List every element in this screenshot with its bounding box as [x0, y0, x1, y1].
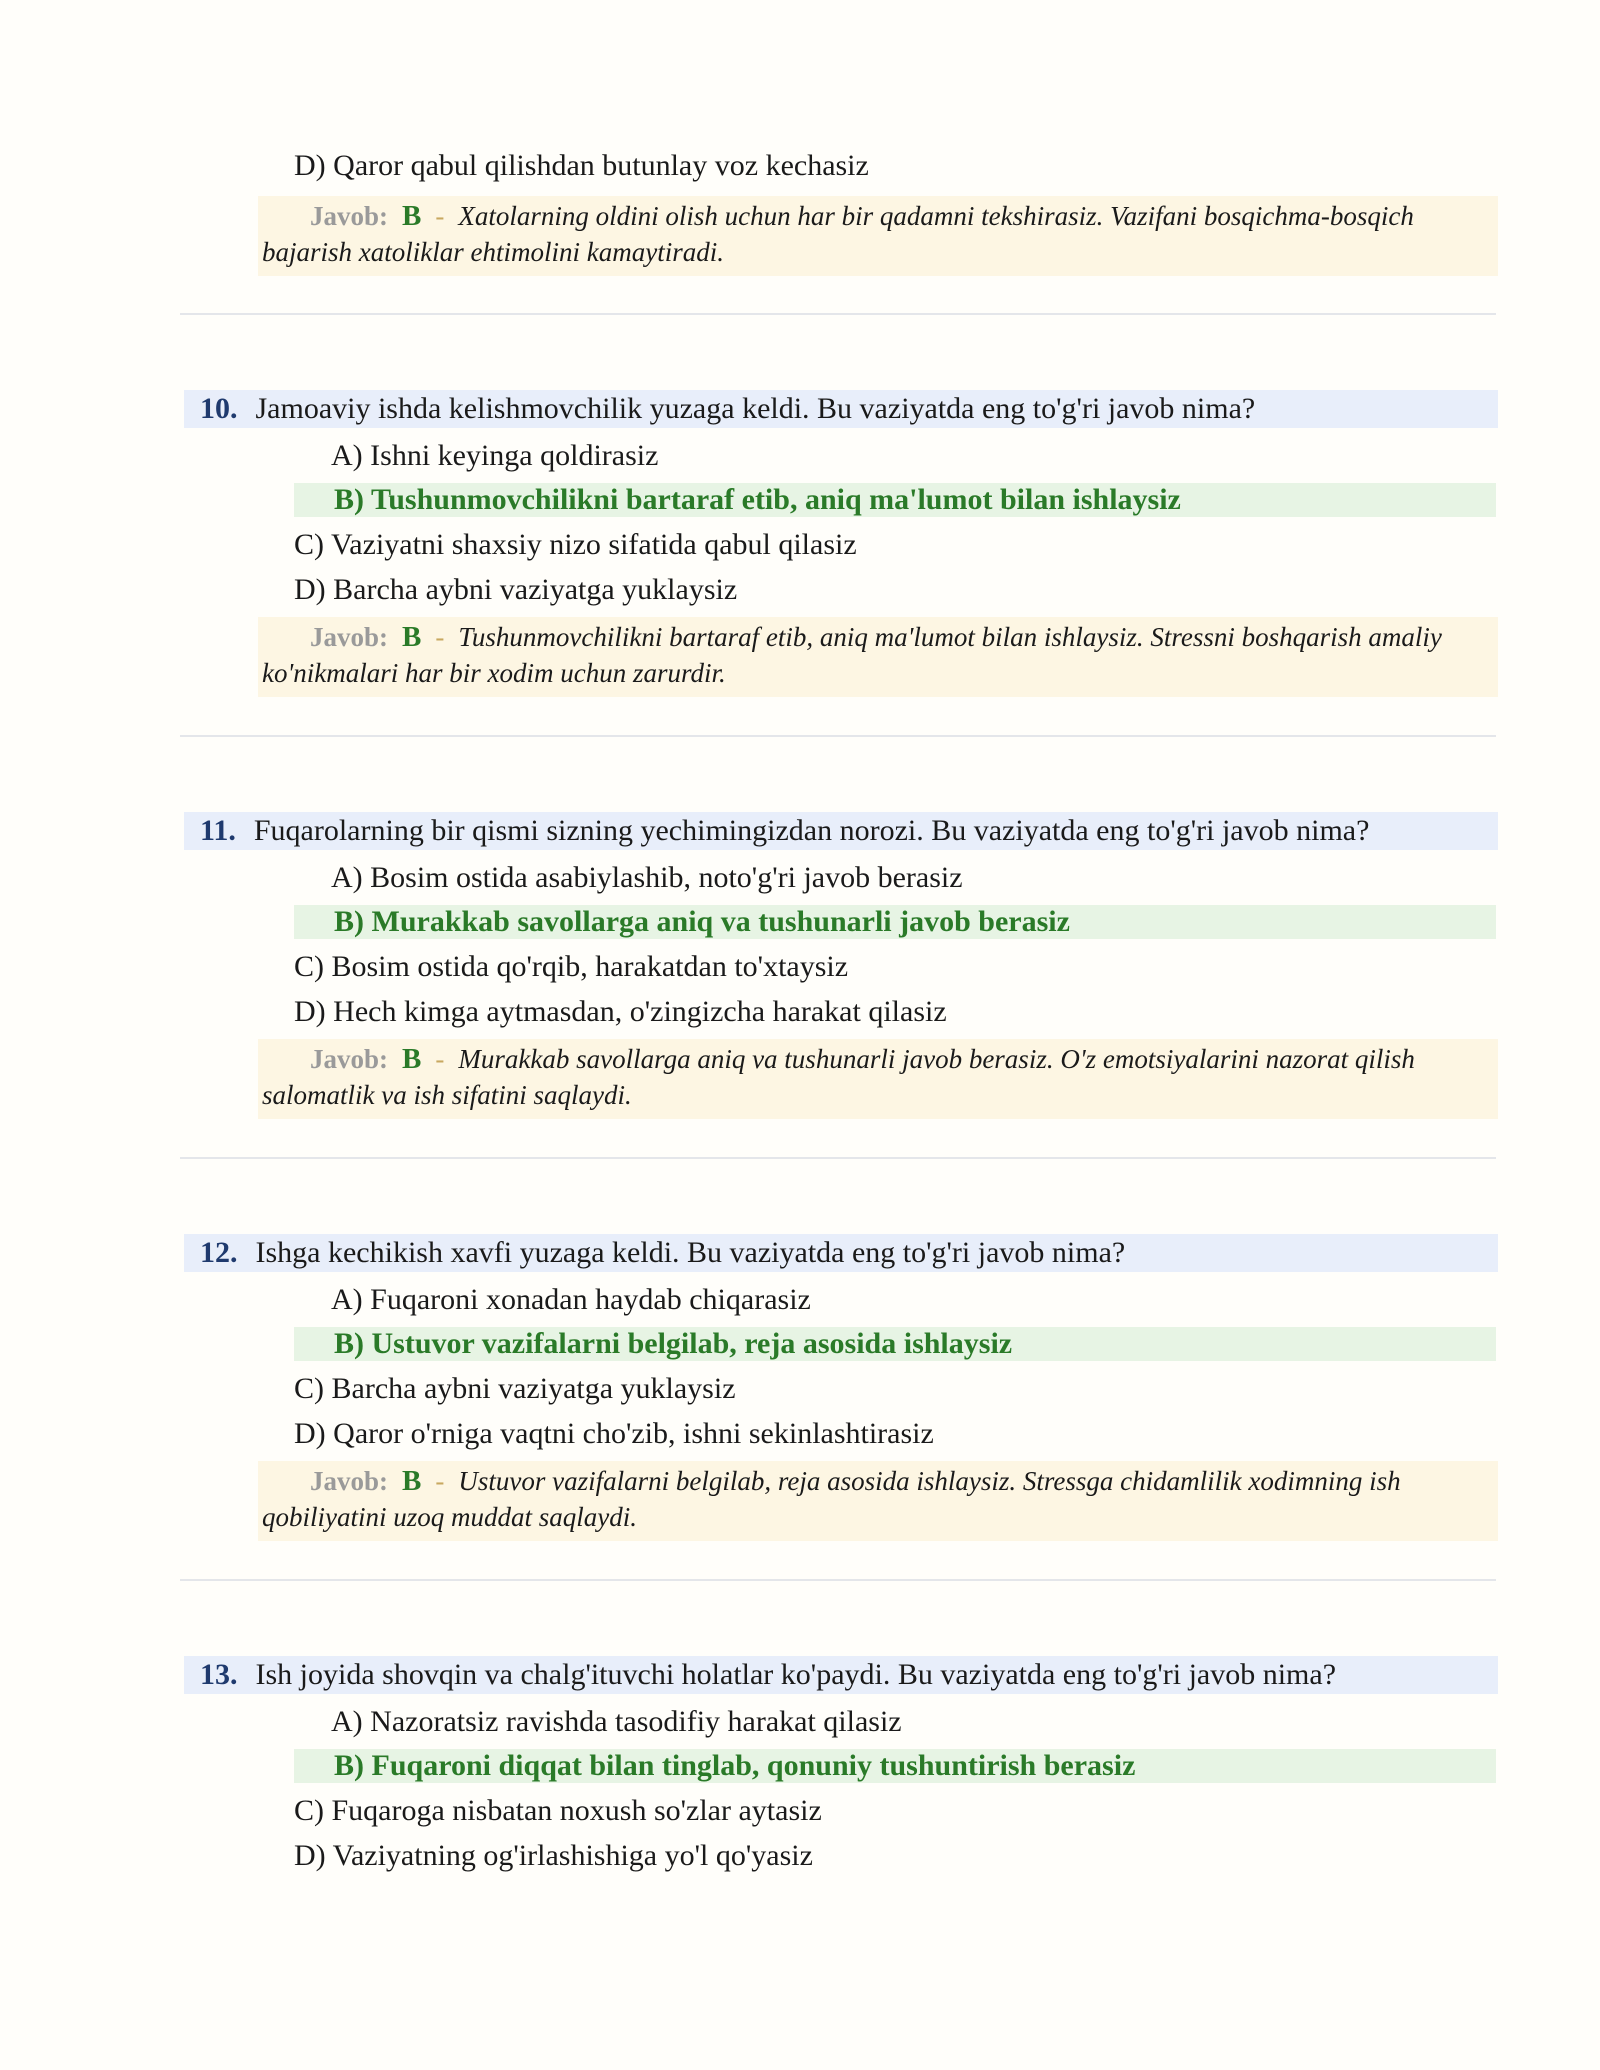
option-b-correct: B) Murakkab savollarga aniq va tushunarli javob berasiz [294, 905, 1496, 939]
question-number: 12. [200, 1236, 238, 1269]
answer-explanation: Tushunmovchilikni bartaraf etib, aniq ma'lumot bilan ishlaysiz. Stressni boshqarish amaliy ko'nikmalari har bir xodim uchun zarurdir. [262, 622, 1442, 688]
question-number: 11. [200, 814, 236, 847]
option-b-correct: B) Ustuvor vazifalarni belgilab, reja asosida ishlaysiz [294, 1327, 1496, 1361]
question-text: Ish joyida shovqin va chalg'ituvchi holatlar ko'paydi. Bu vaziyatda eng to'g'ri javob nima? [255, 1658, 1337, 1691]
option-d: D) Hech kimga aytmasdan, o'zingizcha harakat qilasiz [294, 995, 947, 1028]
answer-dash: - [435, 1044, 445, 1074]
question-text: Jamoaviy ishda kelishmovchilik yuzaga keldi. Bu vaziyatda eng to'g'ri javob nima? [255, 392, 1256, 425]
option-c: C) Vaziyatni shaxsiy nizo sifatida qabul qilasiz [294, 528, 857, 561]
question-12 [184, 1234, 1498, 1272]
option-a: A) Fuqaroni xonadan haydab chiqarasiz [331, 1283, 811, 1316]
answer-explanation: Murakkab savollarga aniq va tushunarli javob berasiz. O'z emotsiyalarini nazorat qilish salomatlik va ish sifatini saqlaydi. [262, 1044, 1415, 1110]
option-c: C) Barcha aybni vaziyatga yuklaysiz [294, 1372, 736, 1405]
answer-explanation: Ustuvor vazifalarni belgilab, reja asosida ishlaysiz. Stressga chidamlilik xodimning ish qobiliyatini uzoq muddat saqlaydi. [262, 1466, 1401, 1532]
option-a: A) Bosim ostida asabiylashib, noto'g'ri javob berasiz [331, 861, 963, 894]
answer-label: Javob: [310, 1466, 389, 1496]
answer-box [258, 617, 1498, 697]
question-number: 10. [200, 392, 238, 425]
answer-dash: - [435, 622, 445, 652]
option-b-correct: B) Fuqaroni diqqat bilan tinglab, qonuniy tushuntirish berasiz [294, 1749, 1496, 1783]
answer-value: B [402, 1043, 422, 1075]
answer-box [258, 196, 1498, 276]
answer-dash: - [435, 1466, 445, 1496]
question-10 [184, 390, 1498, 428]
answer-explanation: Xatolarning oldini olish uchun har bir qadamni tekshirasiz. Vazifani bosqichma-bosqich bajarish xatoliklar ehtimolini kamaytiradi. [262, 201, 1414, 267]
option-d: D) Vaziyatning og'irlashishiga yo'l qo'yasiz [294, 1839, 813, 1872]
answer-value: B [402, 200, 422, 232]
answer-box [258, 1039, 1498, 1119]
option-d: D) Qaror qabul qilishdan butunlay voz kechasiz [294, 149, 869, 182]
option-d: D) Qaror o'rniga vaqtni cho'zib, ishni sekinlashtirasiz [294, 1417, 934, 1450]
divider [180, 735, 1496, 737]
question-number: 13. [200, 1658, 238, 1691]
option-c: C) Fuqaroga nisbatan noxush so'zlar aytasiz [294, 1794, 822, 1827]
answer-dash: - [435, 201, 445, 231]
answer-value: B [402, 1465, 422, 1497]
question-text: Ishga kechikish xavfi yuzaga keldi. Bu vaziyatda eng to'g'ri javob nima? [255, 1236, 1126, 1269]
option-c: C) Bosim ostida qo'rqib, harakatdan to'xtaysiz [294, 950, 849, 983]
answer-label: Javob: [310, 201, 389, 231]
option-a: A) Ishni keyinga qoldirasiz [331, 439, 659, 472]
answer-label: Javob: [310, 1044, 389, 1074]
option-d: D) Barcha aybni vaziyatga yuklaysiz [294, 573, 738, 606]
question-text: Fuqarolarning bir qismi sizning yechimingizdan norozi. Bu vaziyatda eng to'g'ri javob nima? [253, 814, 1370, 847]
question-11 [184, 812, 1498, 850]
question-13 [184, 1656, 1498, 1694]
divider [180, 1157, 1496, 1159]
divider [180, 1579, 1496, 1581]
option-a: A) Nazoratsiz ravishda tasodifiy harakat qilasiz [331, 1705, 902, 1738]
answer-value: B [402, 621, 422, 653]
answer-label: Javob: [310, 622, 389, 652]
divider [180, 313, 1496, 315]
option-b-correct: B) Tushunmovchilikni bartaraf etib, aniq ma'lumot bilan ishlaysiz [294, 483, 1496, 517]
answer-box [258, 1461, 1498, 1541]
